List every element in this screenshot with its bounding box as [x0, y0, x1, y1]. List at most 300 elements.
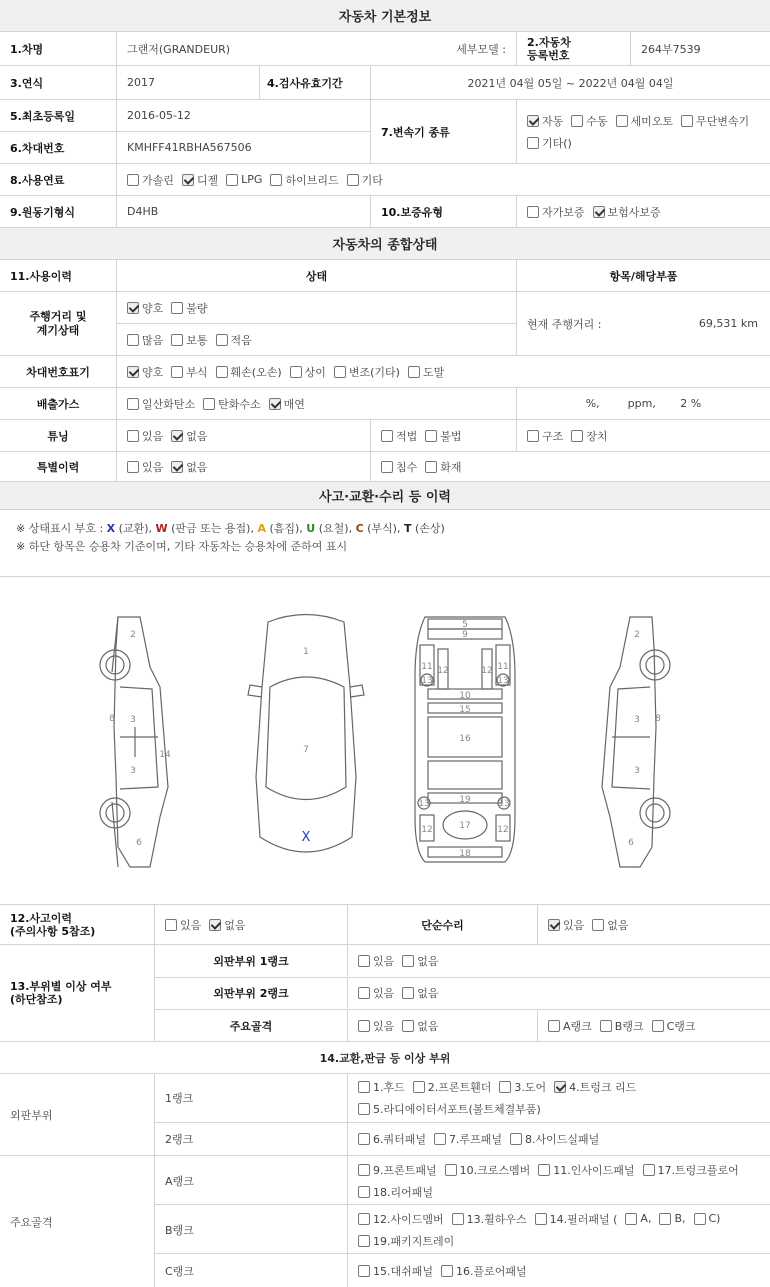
checkbox-option[interactable] [445, 1162, 531, 1178]
label-ext-rank2: 외판부위 2랭크 [155, 978, 348, 1008]
checked-box-icon[interactable] [171, 430, 183, 442]
value-motor: D4HB [117, 196, 371, 227]
checkbox-option[interactable] [402, 1018, 438, 1034]
checkbox-label: 14.필러패널 ( [549, 1212, 618, 1226]
odo-label-line1: 주행거리 및 [29, 309, 87, 323]
checkbox-option[interactable] [413, 1079, 492, 1095]
label-year: 3.연식 [0, 66, 117, 99]
label-frame-parts: 주요골격 [0, 1156, 155, 1287]
part-num: 16 [459, 734, 471, 744]
label-rank-b: B랭크 [155, 1205, 348, 1254]
rank2-checkbox-group [348, 1131, 607, 1147]
checkbox-label: 9.프론트패널 [373, 1163, 437, 1177]
checkbox-label: 2.프론트휀더 [427, 1081, 492, 1094]
checkbox-label: 없음 [186, 429, 208, 443]
unchecked-box-icon[interactable] [270, 174, 282, 186]
unchecked-box-icon[interactable] [681, 115, 693, 127]
unchecked-box-icon[interactable] [535, 1213, 547, 1225]
value-year: 2017 [117, 66, 260, 99]
checkbox-option[interactable] [127, 396, 195, 412]
checked-box-icon[interactable] [127, 366, 139, 378]
checkbox-option[interactable] [127, 332, 163, 348]
checkbox-option[interactable] [510, 1131, 599, 1147]
checkbox-option[interactable] [381, 428, 417, 444]
label-part-abnormal [0, 945, 155, 1041]
checkbox-label: 없음 [224, 918, 246, 932]
checkbox-label: 18.리어패널 [373, 1185, 433, 1199]
unchecked-box-icon[interactable] [441, 1265, 453, 1277]
checkbox-label: 도말 [422, 365, 445, 379]
unchecked-box-icon[interactable] [358, 955, 370, 967]
unchecked-box-icon[interactable] [425, 430, 437, 442]
unchecked-box-icon[interactable] [358, 1164, 370, 1176]
current-mileage-value: 69,531 km [698, 317, 758, 330]
label-reg-number [517, 32, 631, 65]
ext-rank1-checkbox-group [348, 953, 447, 969]
label-transmission: 7.변속기 종류 [371, 100, 517, 163]
row-first-reg [0, 100, 770, 164]
checkbox-option[interactable] [592, 917, 628, 933]
part-label-line1: 13.부위별 이상 여부 [10, 980, 112, 993]
checkbox-option[interactable] [358, 1211, 444, 1227]
tuning-options [117, 420, 371, 451]
checkbox-option[interactable] [408, 364, 444, 380]
part-num: 10 [459, 691, 471, 701]
unchecked-box-icon[interactable] [408, 366, 420, 378]
checkbox-option[interactable] [358, 1233, 454, 1249]
row-tuning [0, 420, 770, 452]
checkbox-option[interactable] [127, 459, 163, 475]
legend-line2: ※ 하단 항목은 승용차 기준이며, 기타 자동차는 승용차에 준하여 표시 [16, 540, 348, 553]
accident-checkbox-group [155, 917, 254, 933]
unchecked-box-icon[interactable] [127, 430, 139, 442]
value-vin: KMHFF41RBHA567506 [117, 132, 371, 163]
checkbox-label: 4.트렁크 리드 [569, 1081, 637, 1094]
odometer-reading [517, 292, 770, 355]
tuning-kind [517, 420, 770, 451]
legend-a: A [257, 522, 266, 535]
checkbox-label: 없음 [417, 987, 439, 1000]
frame-rank-checkbox-group [538, 1018, 704, 1034]
row-frame [0, 1156, 770, 1287]
odo-label-line2: 계기상태 [36, 323, 80, 337]
checkbox-label: 19.패키지트레이 [373, 1234, 455, 1248]
unchecked-box-icon[interactable] [358, 1020, 370, 1032]
checkbox-label: 많음 [142, 333, 164, 347]
row-car-name [0, 32, 770, 66]
checked-box-icon[interactable] [593, 206, 605, 218]
checkbox-option[interactable] [358, 1101, 541, 1117]
unchecked-box-icon[interactable] [171, 366, 183, 378]
frame-rank-options [538, 1010, 770, 1041]
unchecked-box-icon[interactable] [171, 302, 183, 314]
checkbox-label: C) [708, 1212, 721, 1225]
checkbox-option[interactable] [127, 428, 163, 444]
checkbox-option[interactable] [548, 1018, 592, 1034]
checkbox-label: 15.대쉬패널 [373, 1264, 433, 1278]
checkbox-option[interactable] [171, 459, 207, 475]
checkbox-label: 탄화수소 [218, 397, 261, 411]
part-num: 19 [459, 795, 471, 805]
checkbox-label: 양호 [142, 365, 164, 379]
transmission-checkbox-group [517, 113, 770, 151]
fuel-checkbox-group [117, 172, 391, 188]
unchecked-box-icon[interactable] [358, 1081, 370, 1093]
unchecked-box-icon[interactable] [402, 1020, 414, 1032]
unchecked-box-icon[interactable] [527, 206, 539, 218]
unchecked-box-icon[interactable] [402, 987, 414, 999]
sub-model-label: 세부모델 : [456, 42, 506, 56]
checkbox-label: 훼손(오손) [230, 365, 282, 379]
checkbox-option[interactable] [571, 113, 607, 129]
checkbox-option[interactable] [652, 1018, 696, 1034]
part-num: 3 [634, 715, 640, 725]
checkbox-label: B, [674, 1212, 686, 1225]
part-num: 3 [634, 766, 640, 776]
checkbox-label: B랭크 [614, 1019, 644, 1033]
legend-line1 [16, 520, 770, 538]
unchecked-box-icon[interactable] [499, 1081, 511, 1093]
legend-u-desc: (요철), [315, 522, 356, 535]
label-odometer [0, 292, 117, 355]
checkbox-label: 수동 [586, 114, 608, 128]
checkbox-label: 무단변속기 [696, 114, 750, 128]
checkbox-option[interactable] [593, 204, 661, 220]
label-warranty: 10.보증유형 [371, 196, 517, 227]
checkbox-label: 있음 [373, 954, 395, 968]
checkbox-option[interactable] [334, 364, 400, 380]
car-damage-diagram [0, 577, 770, 905]
checkbox-label: 보통 [186, 333, 208, 347]
legend-x: X [106, 522, 116, 535]
checkbox-option[interactable] [538, 1162, 634, 1178]
unchecked-box-icon[interactable] [127, 398, 139, 410]
unchecked-box-icon[interactable] [527, 137, 539, 149]
part-num: 11 [421, 662, 433, 672]
checkbox-label: 없음 [417, 1019, 439, 1033]
reg-label-line1: 2.자동차 [527, 35, 571, 49]
unchecked-box-icon[interactable] [171, 334, 183, 346]
checkbox-label: A랭크 [563, 1019, 592, 1033]
part-num: 17 [459, 821, 471, 831]
unchecked-box-icon[interactable] [358, 1103, 370, 1115]
checkbox-option[interactable] [694, 1212, 721, 1225]
row-odometer [0, 292, 770, 356]
unchecked-box-icon[interactable] [600, 1020, 612, 1032]
checkbox-label: 없음 [607, 918, 629, 932]
checkbox-label: 10.크로스멤버 [459, 1163, 531, 1177]
part-num: 13 [421, 676, 433, 686]
simple-repair-checkbox-group [538, 917, 637, 933]
checkbox-option[interactable] [216, 364, 282, 380]
part-num: 2 [634, 630, 640, 640]
unchecked-box-icon[interactable] [652, 1020, 664, 1032]
checkbox-option[interactable] [659, 1212, 685, 1225]
legend-w: W [155, 522, 168, 535]
checkbox-option[interactable] [527, 204, 585, 220]
ext-rank2-options [348, 978, 770, 1008]
checkbox-option[interactable] [527, 135, 572, 151]
checkbox-label: 디젤 [196, 173, 219, 187]
checkbox-option[interactable] [425, 459, 461, 475]
section-title: 14.교환,판금 등 이상 부위 [319, 1051, 451, 1065]
checkbox-option[interactable] [269, 396, 305, 412]
rank-c-parts [348, 1254, 770, 1287]
legend-prefix: ※ 상태표시 부호 : [16, 522, 107, 535]
checkbox-option[interactable] [226, 173, 262, 186]
transmission-options [517, 100, 770, 163]
row-year [0, 66, 770, 100]
checkbox-label: 13.휠하우스 [466, 1212, 527, 1226]
checkbox-option[interactable] [499, 1079, 546, 1095]
unchecked-box-icon[interactable] [425, 461, 437, 473]
checkbox-option[interactable] [625, 1212, 651, 1225]
unchecked-box-icon[interactable] [381, 430, 393, 442]
checkbox-option[interactable] [358, 985, 394, 1001]
part-num: 3 [130, 766, 136, 776]
checked-box-icon[interactable] [182, 174, 194, 186]
checkbox-option[interactable] [171, 332, 207, 348]
checkbox-option[interactable] [182, 172, 218, 188]
checkbox-option[interactable] [554, 1079, 636, 1095]
checkbox-option[interactable] [171, 428, 207, 444]
rank-b-parts [348, 1205, 770, 1254]
legend-c-desc: (부식), [363, 522, 404, 535]
unchecked-box-icon[interactable] [226, 174, 238, 186]
unchecked-box-icon[interactable] [616, 115, 628, 127]
part-num: 13 [418, 799, 430, 809]
checkbox-option[interactable] [358, 1018, 394, 1034]
legend-c: C [355, 522, 364, 535]
part-num: 9 [462, 630, 468, 640]
checkbox-option[interactable] [616, 113, 674, 129]
unchecked-box-icon[interactable] [413, 1081, 425, 1093]
checkbox-option[interactable] [402, 953, 438, 969]
unchecked-box-icon[interactable] [527, 430, 539, 442]
checked-box-icon[interactable] [209, 919, 221, 931]
checkbox-label: LPG [241, 173, 263, 186]
legend-x-desc: (교환), [115, 522, 156, 535]
vin-mark-options [117, 356, 770, 387]
checkbox-option[interactable] [171, 300, 207, 316]
checkbox-option[interactable] [548, 917, 584, 933]
odo-checkbox-group [117, 300, 216, 316]
label-exterior: 외판부위 [0, 1074, 155, 1155]
checkbox-option[interactable] [535, 1211, 618, 1227]
emission-checkbox-group [117, 396, 313, 412]
accident-label-line2: (주의사항 5참조) [10, 924, 96, 938]
checkbox-option[interactable] [347, 172, 383, 188]
checkbox-option[interactable] [358, 1263, 433, 1279]
checkbox-label: 일산화탄소 [142, 397, 196, 411]
checkbox-option[interactable] [358, 953, 394, 969]
unchecked-box-icon[interactable] [127, 334, 139, 346]
unchecked-box-icon[interactable] [165, 919, 177, 931]
checked-box-icon[interactable] [548, 919, 560, 931]
accident-options [155, 905, 348, 944]
unchecked-box-icon[interactable] [592, 919, 604, 931]
checkbox-label: 자동 [542, 114, 564, 128]
row-motor [0, 196, 770, 228]
col-items: 항목/해당부품 [609, 269, 678, 283]
checkbox-label: 없음 [417, 954, 439, 968]
special-kind-checkbox-group [371, 459, 470, 475]
unchecked-box-icon[interactable] [625, 1213, 637, 1225]
checkbox-label: 보험사보증 [607, 205, 661, 219]
unchecked-box-icon[interactable] [334, 366, 346, 378]
unchecked-box-icon[interactable] [571, 430, 583, 442]
tuning-legal-checkbox-group [371, 428, 470, 444]
unchecked-box-icon[interactable] [358, 987, 370, 999]
tuning-legality [371, 420, 517, 451]
row-part-abnormal [0, 945, 770, 1042]
vin-mark-checkbox-group [117, 364, 452, 380]
odo-amount-checkbox-group [117, 332, 260, 348]
checkbox-label: 있음 [142, 429, 164, 443]
checkbox-label: 상이 [304, 365, 326, 379]
legend-u: U [306, 522, 316, 535]
car-name-text: 그랜저(GRANDEUR) [127, 42, 231, 56]
current-mileage-label: 현재 주행거리 : [527, 317, 602, 331]
checkbox-option[interactable] [270, 172, 338, 188]
checkbox-label: 5.라디에이터서포트(볼트체결부품) [373, 1103, 541, 1116]
row-special [0, 452, 770, 482]
part-num: 13 [497, 676, 509, 686]
car-diagram-svg [0, 577, 770, 905]
checkbox-option[interactable] [425, 428, 461, 444]
rank1-checkbox-group [348, 1079, 770, 1117]
unchecked-box-icon[interactable] [510, 1133, 522, 1145]
checkbox-label: 부식 [186, 365, 208, 379]
checkbox-option[interactable] [441, 1263, 527, 1279]
checkbox-option[interactable] [127, 172, 174, 188]
unchecked-box-icon[interactable] [402, 955, 414, 967]
label-rank1: 1랭크 [155, 1074, 348, 1122]
section-title: 자동차의 종합상태 [332, 238, 438, 253]
checkbox-label: 침수 [396, 460, 418, 474]
unchecked-box-icon[interactable] [347, 174, 359, 186]
unchecked-box-icon[interactable] [358, 1133, 370, 1145]
unchecked-box-icon[interactable] [203, 398, 215, 410]
section-status-header [0, 228, 770, 260]
row-status-head [0, 260, 770, 292]
unchecked-box-icon[interactable] [548, 1020, 560, 1032]
checkbox-option[interactable] [643, 1162, 739, 1178]
col-state: 상태 [117, 260, 517, 291]
checked-box-icon[interactable] [171, 461, 183, 473]
checkbox-option[interactable] [203, 396, 261, 412]
unchecked-box-icon[interactable] [571, 115, 583, 127]
unchecked-box-icon[interactable] [434, 1133, 446, 1145]
unchecked-box-icon[interactable] [694, 1213, 706, 1225]
odometer-amount [117, 324, 517, 355]
unchecked-box-icon[interactable] [643, 1164, 655, 1176]
unchecked-box-icon[interactable] [445, 1164, 457, 1176]
label-motor: 9.원동기형식 [0, 196, 117, 227]
label-frame: 주요골격 [155, 1010, 348, 1041]
checkbox-label: 기타() [542, 136, 572, 150]
odometer-state [117, 292, 517, 323]
value-reg-number: 264부7539 [641, 42, 701, 56]
part-num: 15 [459, 705, 471, 715]
unchecked-box-icon[interactable] [216, 334, 228, 346]
checkbox-label: A, [640, 1212, 652, 1225]
checked-box-icon[interactable] [269, 398, 281, 410]
emission-values: %, ppm, 2 % [585, 397, 702, 410]
checkbox-label: 17.트렁크플로어 [657, 1163, 739, 1177]
checkbox-option[interactable] [571, 428, 607, 444]
checkbox-option[interactable] [527, 428, 563, 444]
label-vin-mark: 차대번호표기 [0, 356, 117, 387]
checkbox-option[interactable] [127, 300, 163, 316]
checked-box-icon[interactable] [554, 1081, 566, 1093]
rank-a-parts [348, 1156, 770, 1205]
unchecked-box-icon[interactable] [358, 1265, 370, 1277]
unchecked-box-icon[interactable] [538, 1164, 550, 1176]
checkbox-option[interactable] [600, 1018, 644, 1034]
checkbox-label: 구조 [542, 429, 564, 443]
checkbox-option[interactable] [358, 1162, 437, 1178]
unchecked-box-icon[interactable] [358, 1186, 370, 1198]
checkbox-option[interactable] [358, 1079, 405, 1095]
checkbox-option[interactable] [452, 1211, 527, 1227]
part-label-line2: (하단참조) [10, 993, 63, 1006]
checked-box-icon[interactable] [127, 302, 139, 314]
checkbox-label: 3.도어 [514, 1081, 547, 1094]
checkbox-option[interactable] [527, 113, 563, 129]
unchecked-box-icon[interactable] [216, 366, 228, 378]
label-simple-repair: 단순수리 [348, 905, 538, 944]
unchecked-box-icon[interactable] [659, 1213, 671, 1225]
checkbox-option[interactable] [681, 113, 749, 129]
label-vin: 6.차대번호 [0, 132, 117, 163]
label-rank-a: A랭크 [155, 1156, 348, 1205]
unchecked-box-icon[interactable] [358, 1213, 370, 1225]
legend-t: T [403, 522, 412, 535]
unchecked-box-icon[interactable] [381, 461, 393, 473]
part-num: 8 [109, 714, 115, 724]
checkbox-label: 11.인사이드패널 [553, 1163, 635, 1177]
checkbox-option[interactable] [358, 1131, 426, 1147]
checkbox-option[interactable] [165, 917, 201, 933]
checkbox-option[interactable] [127, 364, 163, 380]
checkbox-option[interactable] [171, 364, 207, 380]
checkbox-option[interactable] [290, 364, 326, 380]
checked-box-icon[interactable] [527, 115, 539, 127]
part-num: 12 [481, 666, 493, 676]
checkbox-option[interactable] [216, 332, 252, 348]
label-fuel: 8.사용연료 [0, 164, 117, 195]
part-num: 3 [130, 715, 136, 725]
rank-a-checkbox-group [348, 1162, 770, 1200]
unchecked-box-icon[interactable] [452, 1213, 464, 1225]
checkbox-option[interactable] [402, 985, 438, 1001]
checkbox-option[interactable] [209, 917, 245, 933]
checkbox-option[interactable] [434, 1131, 502, 1147]
checkbox-label: 없음 [186, 460, 208, 474]
unchecked-box-icon[interactable] [127, 461, 139, 473]
unchecked-box-icon[interactable] [290, 366, 302, 378]
unchecked-box-icon[interactable] [127, 174, 139, 186]
label-tuning: 튜닝 [0, 420, 117, 451]
checkbox-option[interactable] [381, 459, 417, 475]
frame-checkbox-group [348, 1018, 447, 1034]
tuning-kind-checkbox-group [517, 428, 616, 444]
unchecked-box-icon[interactable] [358, 1235, 370, 1247]
row-emission [0, 388, 770, 420]
checkbox-option[interactable] [358, 1184, 433, 1200]
part-num: 13 [498, 799, 510, 809]
